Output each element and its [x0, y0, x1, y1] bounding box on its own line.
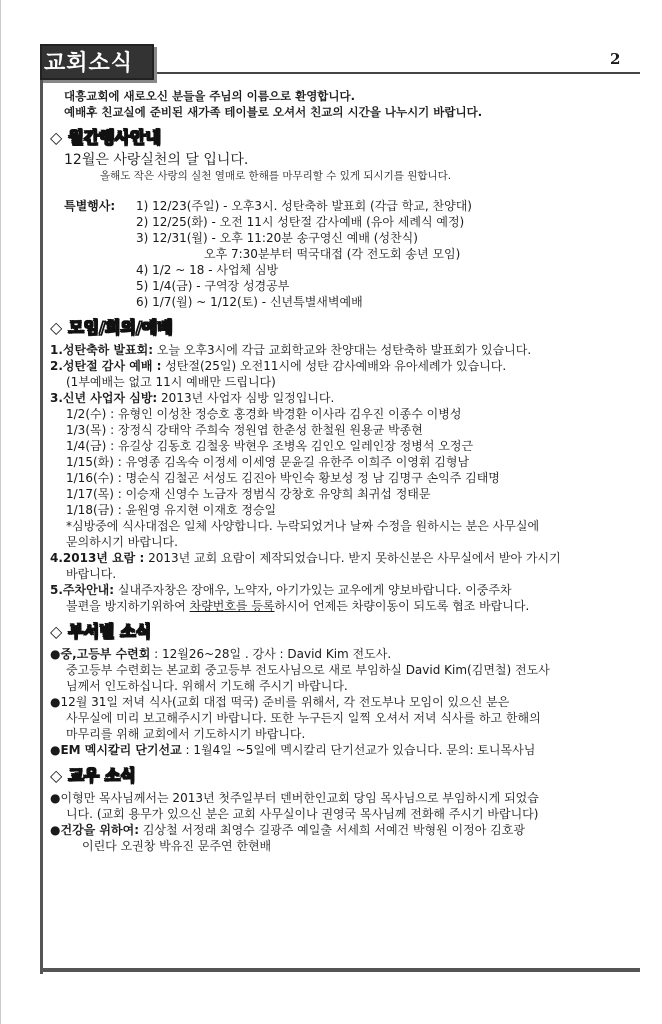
header-rule: [148, 72, 640, 74]
item-text: ●이형만 목사님께서는 2013년 첫주일부터 덴버한인교회 당임 목사님으로 부임하시게 되었습: [50, 791, 539, 805]
section-departments-header: [50, 624, 635, 640]
item-subtext: (1부예배는 없고 11시 예배만 드립니다): [66, 375, 276, 389]
item-text: 성탄절(25일) 오전11시에 성탄 감사예배와 유아세례가 있습니다.: [161, 359, 507, 373]
diamond-icon: ◇: [50, 318, 63, 337]
item-text: 김상철 서정래 최영수 길광주 예일출 서세희 서예건 박형원 이정아 김호광: [139, 823, 525, 837]
intro-line: 예배후 친교실에 준비된 새가족 테이블로 오셔서 친교의 시간을 나누시기 바랍니다.: [64, 105, 483, 119]
page-title: 교회소식: [44, 51, 134, 76]
event-item: 5) 1/4(금) - 구역장 성경공부: [136, 279, 290, 293]
item-subtext: 하시어 언제든 차량이동이 되도록 협조 바랍니다.: [274, 599, 530, 613]
meetings-list: [50, 342, 635, 614]
underlined-text: 차량번호를 등록: [189, 599, 275, 613]
item-text: : 12월26~28일 . 강사 : David Kim 전도사.: [150, 647, 392, 661]
section-meetings-header: [50, 320, 635, 336]
visit-note: *심방중에 식사대접은 일체 사양합니다. 누락되었거나 날짜 수정을 원하시는 분은 사무실에: [66, 519, 540, 533]
visit-schedule-row: 1/16(수) : 명순식 김철곤 서성도 김진아 박인숙 황보성 정 남 김명구 손익주 김태명: [66, 471, 500, 485]
item-label: ●중,고등부 수련회: [50, 647, 151, 661]
item-text: 2013년 교회 요람이 제작되었습니다. 받지 못하신분은 사무실에서 받아 가시기: [144, 551, 561, 565]
page-edge: [0, 0, 1, 1024]
item-subtext: 바랍니다.: [66, 567, 117, 581]
event-item: 1) 12/23(주일) - 오후3시. 성탄축하 발표회 (각급 학교, 찬양대): [136, 199, 472, 213]
item-text: 실내주자창은 장애우, 노약자, 아기가있는 교우에게 양보바랍니다. 이중주차: [114, 583, 512, 597]
diamond-icon: ◇: [50, 766, 63, 785]
visit-schedule-row: 1/4(금) : 유길상 김동호 김철웅 박현우 조병옥 김인오 일레인장 정병석 오정근: [66, 439, 474, 453]
visit-schedule-row: 1/2(수) : 유형인 이성찬 정승호 홍경화 박경환 이사라 김우진 이종수 이병성: [66, 407, 462, 421]
visit-schedule-row: 1/18(금) : 윤원영 유지현 이재호 정승일: [66, 503, 277, 517]
item-text: 오늘 오후3시에 각급 교회학교와 찬양대는 성탄축하 발표회가 있습니다.: [153, 343, 532, 357]
special-events-label: 특별행사:: [64, 199, 116, 213]
item-label: 2.성탄절 감사 예배 :: [50, 359, 162, 373]
visit-schedule-row: 1/3(목) : 장정식 강태악 주희숙 정원엽 한춘성 한철원 원용균 박종현: [66, 423, 423, 437]
item-subtext: 니다. (교회 용무가 있으신 분은 교회 사무실이나 권영국 목사님께 전화해 주시기 바랍니다): [66, 807, 539, 821]
departments-list: [50, 646, 635, 758]
item-label: ●건강을 위하여:: [50, 823, 139, 837]
monthly-theme-sub: 올해도 작은 사랑의 실천 열매로 한해를 마무리할 수 있게 되시기를 원합니다.: [100, 170, 452, 182]
section-title: 모임/회의/예배: [68, 318, 173, 337]
item-label: ●EM 멕시칼리 단기선교: [50, 743, 182, 757]
members-list: [50, 790, 635, 854]
diamond-icon: ◇: [50, 128, 63, 147]
bottom-border: [40, 968, 640, 972]
section-title: 교우 소식: [68, 766, 136, 785]
visit-schedule-row: 1/17(목) : 이승재 신영수 노금자 정범식 강창호 유양희 최귀섭 정태문: [66, 487, 431, 501]
item-subtext: 사무실에 미리 보고해주시기 바랍니다. 또한 누구든지 일찍 오셔서 저녁 식사를 하고 한해의: [66, 711, 541, 725]
section-title: 월간행사안내: [68, 128, 162, 147]
page-number: 2: [610, 50, 621, 68]
item-subtext: 불편을 방지하기위하여: [66, 599, 190, 613]
item-subtext: 마무리를 위해 교회에서 기도하시기 바랍니다.: [66, 727, 306, 741]
event-item: 2) 12/25(화) - 오전 11시 성탄절 감사예배 (유아 세례식 예정): [136, 215, 465, 229]
diamond-icon: ◇: [50, 622, 63, 641]
left-border: [40, 74, 43, 974]
intro-line: 대흥교회에 새로오신 분들을 주님의 이름으로 환영합니다.: [64, 89, 356, 103]
item-label: 3.신년 사업자 심방:: [50, 391, 158, 405]
event-item: 오후 7:30분부터 떡국대접 (각 전도회 송년 모임): [204, 247, 461, 261]
welcome-intro: [50, 88, 635, 120]
event-item: 6) 1/7(월) ~ 1/12(토) - 신년특별새벽예배: [136, 295, 363, 309]
section-members-header: [50, 768, 635, 784]
item-label: 1.성탄축하 발표회:: [50, 343, 154, 357]
special-events: [50, 198, 635, 310]
item-label: 4.2013년 요람 :: [50, 551, 145, 565]
newsletter-content: [50, 88, 635, 854]
item-label: 5.주차안내:: [50, 583, 115, 597]
event-item: 3) 12/31(월) - 오후 11:20분 송구영신 예배 (성찬식): [136, 231, 418, 245]
monthly-theme: 12월은 사랑실천의 달 입니다.: [64, 152, 249, 168]
item-text: 2013년 사업자 심방 일정입니다.: [157, 391, 335, 405]
event-item: 4) 1/2 ~ 18 - 사업체 심방: [136, 263, 279, 277]
section-monthly-header: [50, 130, 635, 146]
item-text: ●12월 31일 저녁 식사(교회 대접 떡국) 준비를 위해서, 각 전도부나 모임이 있으신 분은: [50, 695, 510, 709]
item-subtext: 님께서 인도하십니다. 위해서 기도해 주시기 바랍니다.: [66, 679, 348, 693]
section-title: 부서별 소식: [68, 622, 152, 641]
item-subtext: 중고등부 수련회는 본교회 중고등부 전도사님으로 새로 부임하실 David Kim(김면철) 전도사: [66, 663, 550, 677]
item-subtext: 이린다 오권창 박유진 문주연 한현배: [82, 839, 272, 853]
visit-note: 문의하시기 바랍니다.: [66, 535, 178, 549]
visit-schedule-row: 1/15(화) : 유영종 김옥숙 이정세 이세영 문윤길 유한주 이희주 이영휘 김형남: [66, 455, 470, 469]
item-text: : 1월4일 ~5일에 멕시칼리 단기선교가 있습니다. 문의: 토니목사님: [181, 743, 536, 757]
